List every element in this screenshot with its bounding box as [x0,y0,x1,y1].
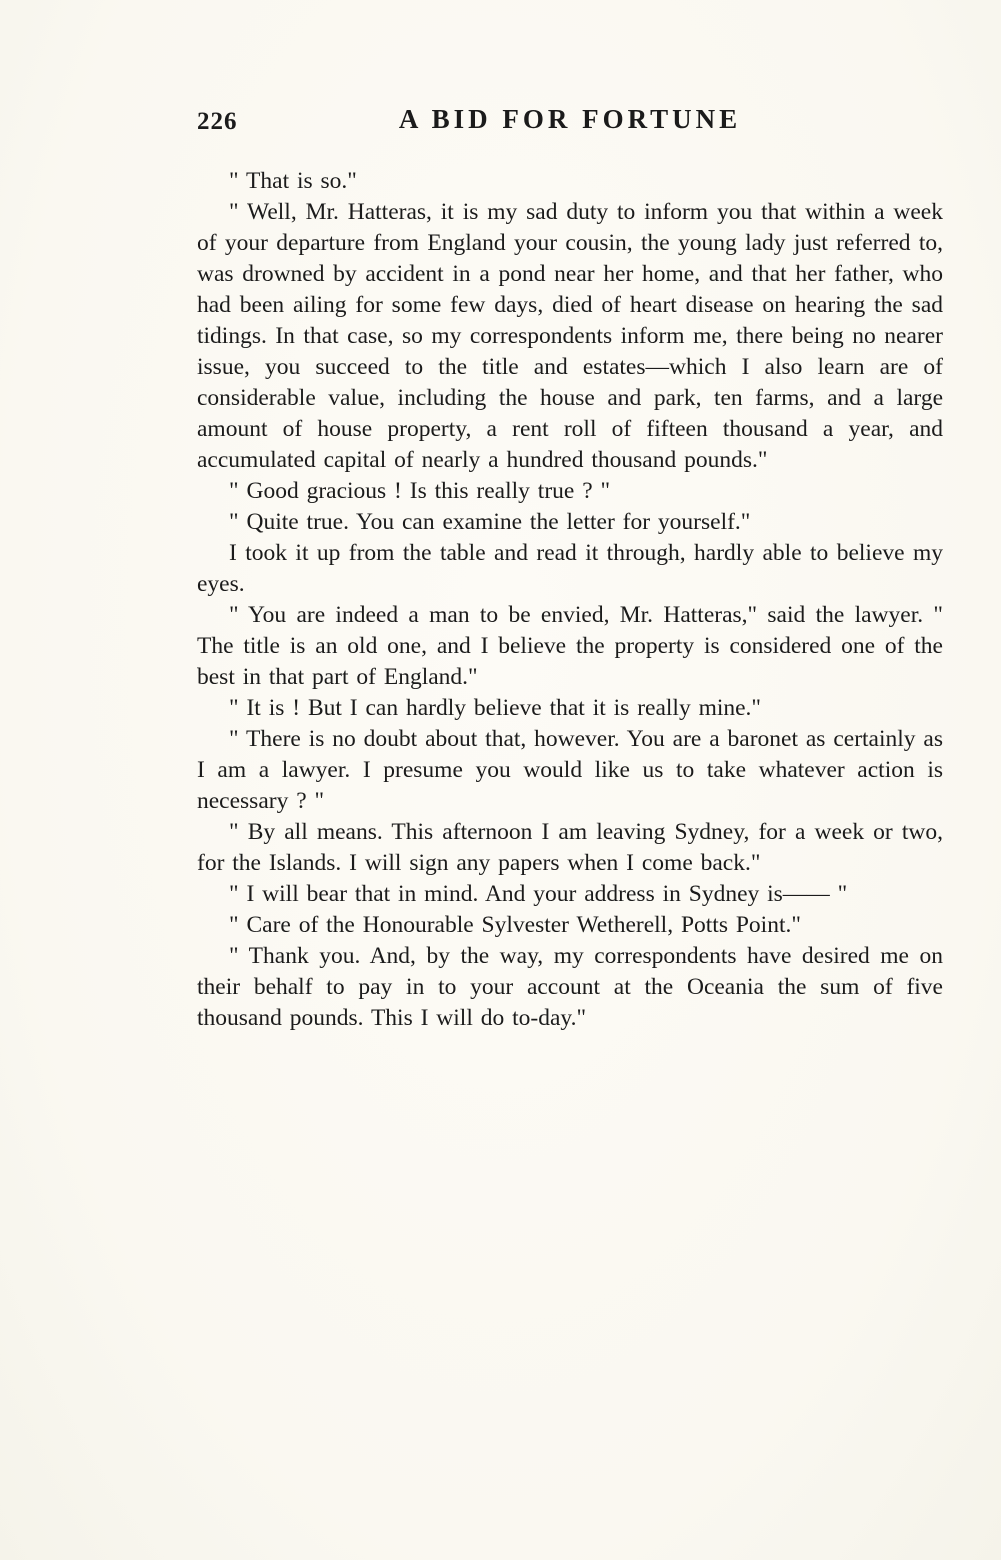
running-header: A BID FOR FORTUNE [398,104,742,134]
paragraph: I took it up from the table and read it through, hardly able to believe my eyes. [197,540,943,597]
body-text [197,166,943,1034]
paragraph: " Good gracious ! Is this really true ? " [229,478,611,504]
paragraph: " By all means. This afternoon I am leaving Sydney, for a week or two, for the Islands. I will sign any papers when I come back." [197,819,943,876]
paragraph: " You are indeed a man to be envied, Mr. Hatteras," said the lawyer. " The title is an old one, and I believe the property is considered one of the best in that part of England." [197,602,943,690]
paragraph: " There is no doubt about that, however. You are a baronet as certainly as I am a lawyer. I presume you would like us to take whatever action is necessary ? " [197,726,943,814]
paragraph: " Thank you. And, by the way, my correspondents have desired me on their behalf to pay in to your account at the Oceania the sum of five thousand pounds. This I will do to-day." [197,943,943,1031]
paragraph: " It is ! But I can hardly believe that it is really mine." [229,695,762,721]
paragraph: " That is so." [229,168,357,194]
text-column [197,104,943,1034]
page-header [197,104,943,144]
page-number: 226 [197,108,238,135]
paragraph: " Quite true. You can examine the letter for yourself." [229,509,751,535]
paragraph: " Well, Mr. Hatteras, it is my sad duty to inform you that within a week of your departure from England your cousin, the young lady just referred to, was drowned by accident in a pond near her home, and that her father, who had been ailing for some few days, died of heart disease on hearing the sad tidings. In that case, so my correspondents inform me, there being no nearer issue, you succeed to the title and estates—which I also learn are of considerable value, including the house and park, ten farms, and a large amount of house property, a rent roll of fifteen thousand a year, and accumulated capital of nearly a hundred thousand pounds." [197,199,943,473]
paragraph: " Care of the Honourable Sylvester Wetherell, Potts Point." [229,912,801,938]
paragraph: " I will bear that in mind. And your address in Sydney is—— " [229,881,848,907]
